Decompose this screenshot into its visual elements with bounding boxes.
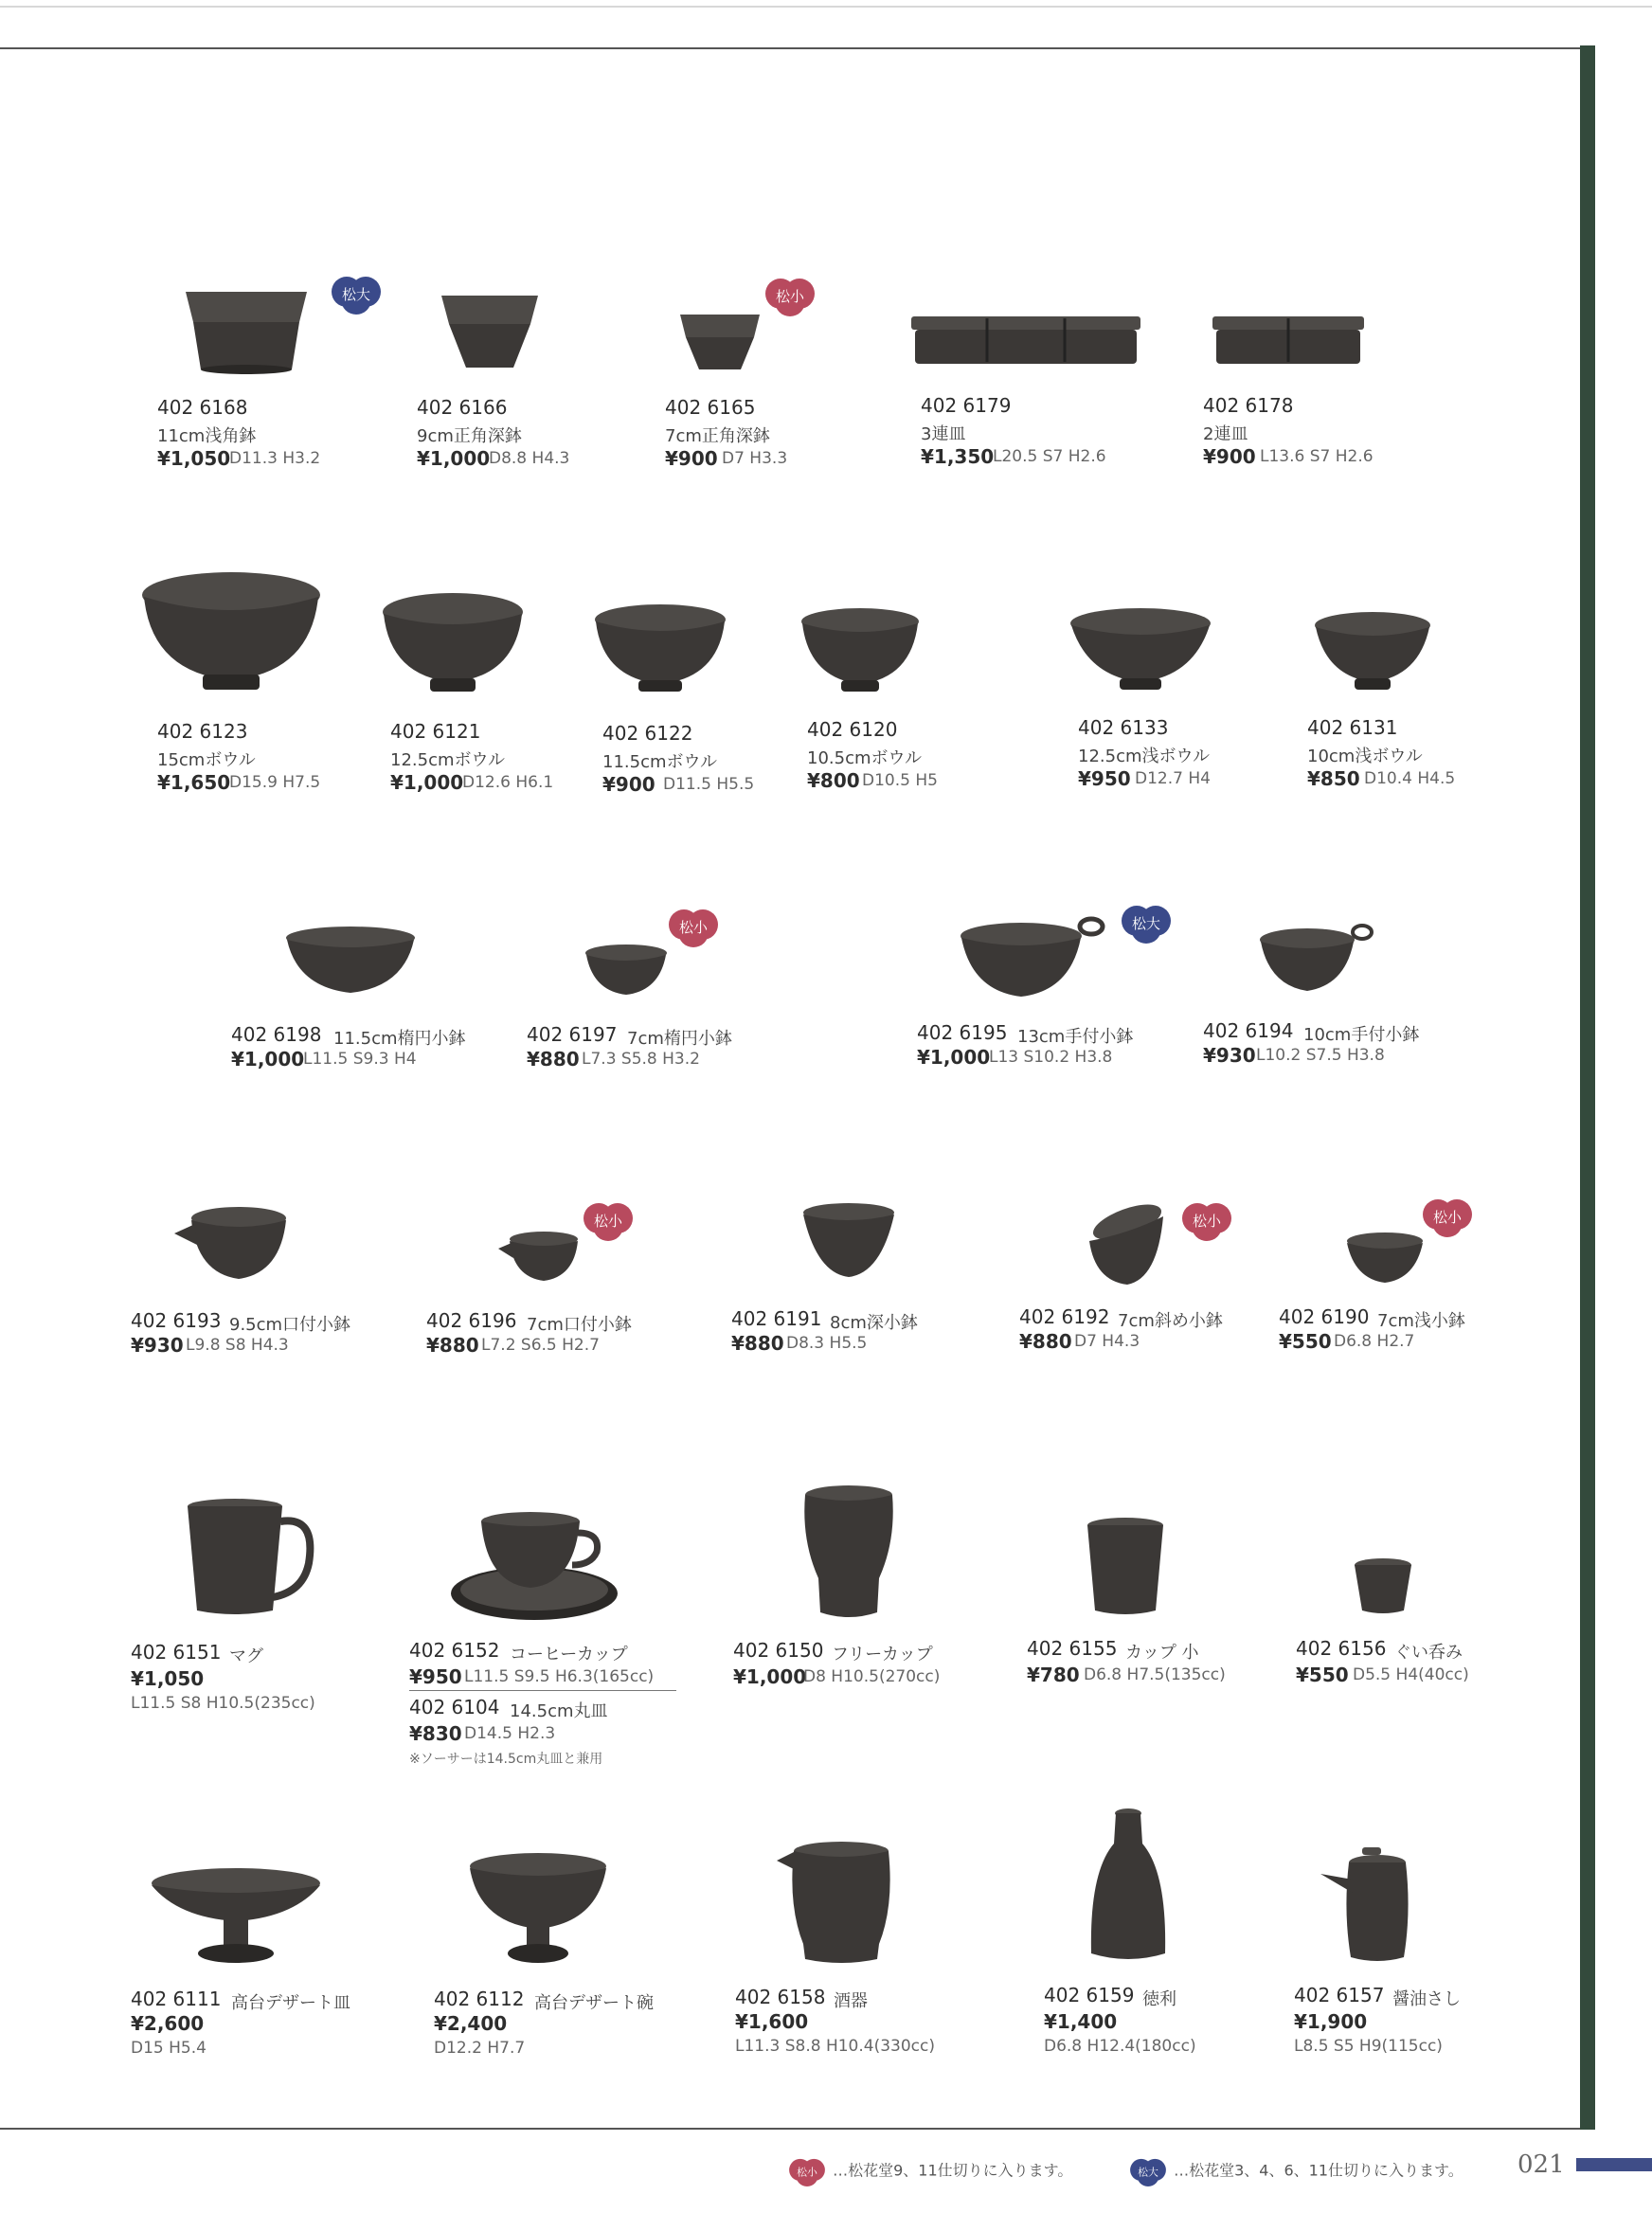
svg-text:松小: 松小 — [1432, 1209, 1463, 1226]
product-price: ¥2,400 — [434, 2012, 508, 2035]
product-code: 402 6198 — [231, 1023, 322, 1046]
product-name: 12.5cm浅ボウル — [1078, 747, 1210, 766]
sake-pitcher-image — [775, 1840, 896, 1969]
product-price: ¥880 — [426, 1334, 479, 1357]
legend-large — [1127, 2156, 1463, 2186]
badge-large-icon — [1127, 2156, 1169, 2186]
product-dims: D6.8 H12.4(180cc) — [1044, 2037, 1196, 2056]
product-name: 10cm浅ボウル — [1307, 747, 1423, 766]
product-name: 2連皿 — [1203, 424, 1248, 444]
product-dims: L20.5 S7 H2.6 — [993, 447, 1106, 466]
product-code: 402 6152 — [409, 1639, 500, 1662]
product-code: 402 6193 — [131, 1309, 222, 1332]
product-dims: L11.5 S8 H10.5(235cc) — [131, 1694, 315, 1713]
product-dims: D6.8 H7.5(135cc) — [1084, 1665, 1226, 1684]
product-code: 402 6133 — [1078, 716, 1169, 739]
product-name: カップ 小 — [1125, 1643, 1199, 1663]
badge-small — [1178, 1199, 1235, 1241]
spouted-bowl-image — [172, 1203, 290, 1285]
shallow-bowl-image — [1068, 606, 1212, 697]
free-cup-image — [801, 1484, 896, 1626]
product-dims: L11.3 S8.8 H10.4(330cc) — [735, 2037, 935, 2056]
oval-bowl-image — [284, 925, 417, 1000]
product-price: ¥930 — [1203, 1044, 1256, 1067]
product-price: ¥780 — [1027, 1664, 1080, 1686]
product-name: 7cm正角深鉢 — [665, 426, 770, 446]
product-code: 402 6155 — [1027, 1637, 1118, 1660]
mug-image — [186, 1497, 318, 1620]
double-dish-image — [1211, 313, 1366, 371]
top-rule — [0, 6, 1652, 8]
product-name: 11.5cm楕円小鉢 — [333, 1029, 466, 1049]
product-dims: D15 H5.4 — [131, 2039, 206, 2058]
deep-bowl-image — [801, 1201, 896, 1285]
product-price: ¥1,600 — [735, 2010, 809, 2033]
product-price: ¥900 — [665, 447, 718, 470]
bowl-image — [381, 591, 525, 697]
product-dims: L7.2 S6.5 H2.7 — [481, 1336, 600, 1355]
bowl-image — [140, 568, 322, 697]
product-price: ¥950 — [409, 1665, 462, 1688]
product-dims: L10.2 S7.5 H3.8 — [1256, 1046, 1385, 1065]
page-number: 021 — [1517, 2150, 1565, 2179]
product-dims: D7 H4.3 — [1074, 1332, 1140, 1351]
badge-small-icon — [786, 2156, 828, 2186]
product-price: ¥550 — [1296, 1664, 1349, 1686]
product-price: ¥1,050 — [157, 447, 231, 470]
product-price: ¥1,000 — [733, 1665, 807, 1688]
product-name: 11cm浅角鉢 — [157, 426, 257, 446]
product-name: 8cm深小鉢 — [830, 1313, 918, 1333]
product-code: 402 6166 — [417, 396, 508, 419]
small-spouted-bowl-image — [496, 1230, 580, 1285]
product-code: 402 6191 — [731, 1307, 822, 1330]
product-code: 402 6111 — [131, 1988, 222, 2010]
product-price: ¥1,350 — [921, 445, 995, 468]
product-code: 402 6131 — [1307, 716, 1398, 739]
svg-text:松小: 松小 — [678, 919, 709, 936]
product-code: 402 6156 — [1296, 1637, 1387, 1660]
product-dims: D5.5 H4(40cc) — [1353, 1665, 1469, 1684]
product-name: 10.5cmボウル — [807, 748, 922, 768]
badge-large — [1118, 902, 1175, 944]
product-dims: D15.9 H7.5 — [229, 773, 321, 792]
product-dims: D8 H10.5(270cc) — [803, 1667, 941, 1686]
product-dims: L8.5 S5 H9(115cc) — [1294, 2037, 1443, 2056]
product-price: ¥1,000 — [917, 1046, 991, 1069]
product-code: 402 6190 — [1279, 1305, 1370, 1328]
svg-text:松大: 松大 — [1131, 915, 1161, 932]
product-name: 徳利 — [1142, 1989, 1176, 2009]
bowl-image — [593, 603, 727, 697]
triple-dish-image — [909, 313, 1142, 371]
product-name: フリーカップ — [832, 1645, 933, 1664]
product-price: ¥1,050 — [131, 1667, 205, 1690]
product-code: 402 6192 — [1019, 1305, 1110, 1328]
product-code: 402 6104 — [409, 1696, 500, 1718]
product-price: ¥830 — [409, 1722, 462, 1745]
product-code: 402 6151 — [131, 1641, 222, 1664]
product-price: ¥950 — [1078, 767, 1131, 790]
slanted-bowl-image — [1082, 1203, 1167, 1288]
frame-side-bar — [1580, 45, 1595, 2130]
badge-small — [762, 275, 818, 316]
handled-bowl-image — [959, 915, 1106, 1004]
product-dims: D11.3 H3.2 — [229, 449, 321, 468]
product-price: ¥1,400 — [1044, 2010, 1118, 2033]
product-dims: D14.5 H2.3 — [464, 1724, 556, 1743]
svg-text:松小: 松小 — [1192, 1213, 1222, 1230]
product-note: ※ソーサーは14.5cm丸皿と兼用 — [409, 1752, 603, 1767]
product-name: 酒器 — [834, 1991, 868, 2011]
product-name: 7cm口付小鉢 — [527, 1315, 632, 1335]
product-dims: D12.2 H7.7 — [434, 2039, 526, 2058]
product-code: 402 6123 — [157, 720, 248, 743]
product-dims: L13.6 S7 H2.6 — [1260, 447, 1374, 466]
page-corner-bar — [1576, 2158, 1652, 2171]
square-bowl-image — [180, 284, 313, 379]
product-name: 11.5cmボウル — [602, 752, 717, 772]
product-name: 7cm楕円小鉢 — [627, 1029, 732, 1049]
product-dims: L11.5 S9.5 H6.3(165cc) — [464, 1667, 655, 1686]
product-dims: D8.3 H5.5 — [786, 1334, 868, 1353]
product-price: ¥880 — [527, 1048, 580, 1071]
badge-small — [580, 1199, 637, 1241]
svg-text:松小: 松小 — [775, 288, 805, 305]
product-price: ¥900 — [1203, 445, 1256, 468]
sake-flask-image — [1086, 1806, 1171, 1969]
product-name: 9.5cm口付小鉢 — [229, 1315, 351, 1335]
product-name: マグ — [229, 1646, 263, 1666]
product-name: 高台デザート皿 — [231, 1993, 350, 2013]
product-code: 402 6197 — [527, 1023, 618, 1046]
product-name: 12.5cmボウル — [390, 750, 505, 770]
product-code: 402 6159 — [1044, 1984, 1135, 2006]
bowl-image — [799, 606, 921, 697]
product-dims: D10.4 H4.5 — [1364, 769, 1456, 788]
product-name: 醤油さし — [1392, 1989, 1461, 2009]
product-name: ぐい呑み — [1394, 1643, 1463, 1663]
small-square-bowl-image — [678, 311, 762, 375]
legend-small — [786, 2156, 1072, 2186]
small-oval-bowl-image — [584, 944, 669, 1000]
svg-text:松小: 松小 — [797, 2166, 817, 2179]
product-dims: L9.8 S8 H4.3 — [186, 1336, 289, 1355]
product-code: 402 6168 — [157, 396, 248, 419]
product-code: 402 6122 — [602, 722, 693, 745]
product-code: 402 6121 — [390, 720, 481, 743]
product-name: 14.5cm丸皿 — [510, 1701, 608, 1721]
small-shallow-bowl-image — [1345, 1232, 1425, 1288]
divider — [409, 1690, 676, 1691]
product-name: 高台デザート碗 — [534, 1993, 654, 2013]
frame-top-line — [0, 47, 1580, 49]
product-price: ¥800 — [807, 769, 860, 792]
product-price: ¥550 — [1279, 1330, 1332, 1353]
footed-dessert-plate-image — [150, 1866, 322, 1967]
product-code: 402 6178 — [1203, 394, 1294, 417]
product-name: 7cm浅小鉢 — [1377, 1311, 1465, 1331]
coffee-cup-saucer-image — [449, 1510, 620, 1626]
product-name: 13cm手付小鉢 — [1017, 1027, 1134, 1047]
product-price: ¥1,000 — [390, 771, 464, 794]
product-name: 7cm斜め小鉢 — [1118, 1311, 1223, 1331]
product-code: 402 6196 — [426, 1309, 517, 1332]
svg-text:松小: 松小 — [593, 1213, 623, 1230]
product-price: ¥930 — [131, 1334, 184, 1357]
product-price: ¥1,000 — [231, 1048, 305, 1071]
product-price: ¥1,650 — [157, 771, 231, 794]
product-dims: D6.8 H2.7 — [1334, 1332, 1415, 1351]
product-code: 402 6157 — [1294, 1984, 1385, 2006]
product-price: ¥850 — [1307, 767, 1360, 790]
product-dims: L7.3 S5.8 H3.2 — [582, 1050, 700, 1069]
legend-text: …松花堂3、4、6、11仕切りに入ります。 — [1174, 2161, 1463, 2180]
product-name: 10cm手付小鉢 — [1303, 1025, 1420, 1045]
product-price: ¥2,600 — [131, 2012, 205, 2035]
product-dims: D10.5 H5 — [862, 771, 938, 790]
product-name: 3連皿 — [921, 424, 966, 444]
product-dims: D7 H3.3 — [722, 449, 788, 468]
footed-dessert-bowl-image — [468, 1851, 608, 1969]
shallow-bowl-image — [1313, 610, 1432, 697]
product-price: ¥880 — [1019, 1330, 1072, 1353]
product-code: 402 6150 — [733, 1639, 824, 1662]
product-dims: L11.5 S9.3 H4 — [303, 1050, 417, 1069]
soy-sauce-dispenser-image — [1319, 1845, 1417, 1967]
product-dims: D12.6 H6.1 — [462, 773, 554, 792]
product-dims: D11.5 H5.5 — [663, 775, 755, 794]
product-code: 402 6194 — [1203, 1019, 1294, 1042]
product-code: 402 6112 — [434, 1988, 525, 2010]
product-price: ¥1,000 — [417, 447, 491, 470]
product-dims: L13 S10.2 H3.8 — [989, 1048, 1113, 1067]
product-dims: D12.7 H4 — [1135, 769, 1211, 788]
badge-small — [665, 906, 722, 947]
svg-text:松大: 松大 — [1138, 2166, 1158, 2179]
product-dims: D8.8 H4.3 — [489, 449, 570, 468]
product-name: 15cmボウル — [157, 750, 256, 770]
badge-large — [328, 273, 385, 315]
product-price: ¥900 — [602, 773, 655, 796]
handled-bowl-image — [1258, 921, 1375, 997]
product-price: ¥1,900 — [1294, 2010, 1368, 2033]
product-code: 402 6120 — [807, 718, 898, 741]
product-code: 402 6195 — [917, 1021, 1008, 1044]
product-price: ¥880 — [731, 1332, 784, 1355]
product-name: 9cm正角深鉢 — [417, 426, 522, 446]
product-code: 402 6158 — [735, 1986, 826, 2008]
product-name: コーヒーカップ — [510, 1645, 628, 1664]
product-code: 402 6179 — [921, 394, 1012, 417]
small-cup-image — [1086, 1516, 1165, 1622]
badge-small — [1419, 1196, 1476, 1237]
svg-text:松大: 松大 — [341, 286, 371, 303]
legend-text: …松花堂9、11仕切りに入ります。 — [833, 2161, 1073, 2180]
frame-bottom-line — [0, 2128, 1580, 2130]
product-code: 402 6165 — [665, 396, 756, 419]
square-deep-bowl-image — [438, 290, 542, 375]
sake-cup-image — [1353, 1557, 1413, 1618]
